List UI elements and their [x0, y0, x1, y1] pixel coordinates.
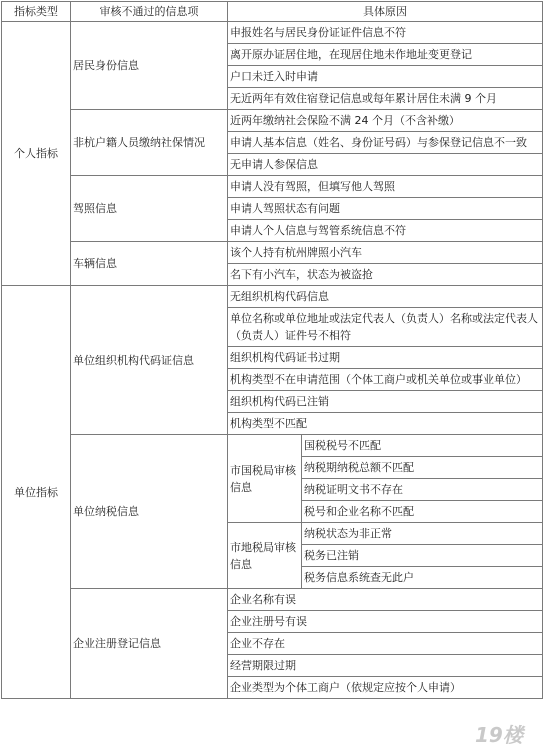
reason-cell: 经营期限过期 — [228, 655, 543, 677]
reason-cell: 企业注册号有误 — [228, 611, 543, 633]
reason-cell: 无近两年有效住宿登记信息或每年累计居住未满 9 个月 — [228, 88, 543, 110]
tax-sub-local: 市地税局审核信息 — [228, 523, 302, 589]
reason-cell: 无申请人参保信息 — [228, 154, 543, 176]
table-row — [2, 176, 543, 198]
indicator-type-personal: 个人指标 — [2, 22, 71, 286]
reason-cell: 该个人持有杭州牌照小汽车 — [228, 242, 543, 264]
audit-failure-table — [1, 1, 543, 699]
reason-cell: 名下有小汽车，状态为被盗抢 — [228, 264, 543, 286]
info-item-org-code: 单位组织机构代码证信息 — [71, 286, 228, 435]
reason-cell: 企业不存在 — [228, 633, 543, 655]
indicator-type-unit: 单位指标 — [2, 286, 71, 699]
reason-cell: 离开原办证居住地，在现居住地未作地址变更登记 — [228, 44, 543, 66]
reason-cell: 申请人基本信息（姓名、身份证号码）与参保登记信息不一致 — [228, 132, 543, 154]
watermark-text: 19楼 — [475, 723, 523, 746]
table-row — [2, 286, 543, 308]
info-item-residence: 居民身份信息 — [71, 22, 228, 110]
reason-cell: 税务已注销 — [302, 545, 543, 567]
reason-cell: 机构类型不在申请范围（个体工商户或机关单位或事业单位） — [228, 369, 543, 391]
reason-cell: 组织机构代码已注销 — [228, 391, 543, 413]
reason-cell: 纳税状态为非正常 — [302, 523, 543, 545]
reason-cell: 近两年缴纳社会保险不满 24 个月（不含补缴） — [228, 110, 543, 132]
header-row — [2, 2, 543, 22]
table-row — [2, 435, 543, 457]
table-row — [2, 110, 543, 132]
reason-cell: 无组织机构代码信息 — [228, 286, 543, 308]
tax-sub-national: 市国税局审核信息 — [228, 435, 302, 523]
table-row — [2, 242, 543, 264]
reason-cell: 机构类型不匹配 — [228, 413, 543, 435]
info-item-social-insurance: 非杭户籍人员缴纳社保情况 — [71, 110, 228, 176]
header-info-item: 审核不通过的信息项 — [71, 2, 228, 22]
reason-cell: 国税税号不匹配 — [302, 435, 543, 457]
reason-cell: 单位名称或单位地址或法定代表人（负责人）名称或法定代表人（负责人）证件号不相符 — [228, 308, 543, 347]
table-row — [2, 22, 543, 44]
reason-cell: 申请人驾照状态有问题 — [228, 198, 543, 220]
reason-cell: 企业名称有误 — [228, 589, 543, 611]
info-item-registration: 企业注册登记信息 — [71, 589, 228, 699]
reason-cell: 组织机构代码证书过期 — [228, 347, 543, 369]
reason-cell: 申请人个人信息与驾管系统信息不符 — [228, 220, 543, 242]
reason-cell: 纳税证明文书不存在 — [302, 479, 543, 501]
site-watermark-logo — [471, 722, 537, 746]
info-item-driver-license: 驾照信息 — [71, 176, 228, 242]
reason-cell: 税务信息系统查无此户 — [302, 567, 543, 589]
info-item-vehicle: 车辆信息 — [71, 242, 228, 286]
reason-cell: 申请人没有驾照，但填写他人驾照 — [228, 176, 543, 198]
table-row — [2, 589, 543, 611]
reason-cell: 企业类型为个体工商户（依规定应按个人申请） — [228, 677, 543, 699]
info-item-tax: 单位纳税信息 — [71, 435, 228, 589]
header-reason: 具体原因 — [228, 2, 543, 22]
reason-cell: 纳税期纳税总额不匹配 — [302, 457, 543, 479]
reason-cell: 户口未迁入时申请 — [228, 66, 543, 88]
reason-cell: 税号和企业名称不匹配 — [302, 501, 543, 523]
reason-cell: 申报姓名与居民身份证证件信息不符 — [228, 22, 543, 44]
header-indicator-type: 指标类型 — [2, 2, 71, 22]
